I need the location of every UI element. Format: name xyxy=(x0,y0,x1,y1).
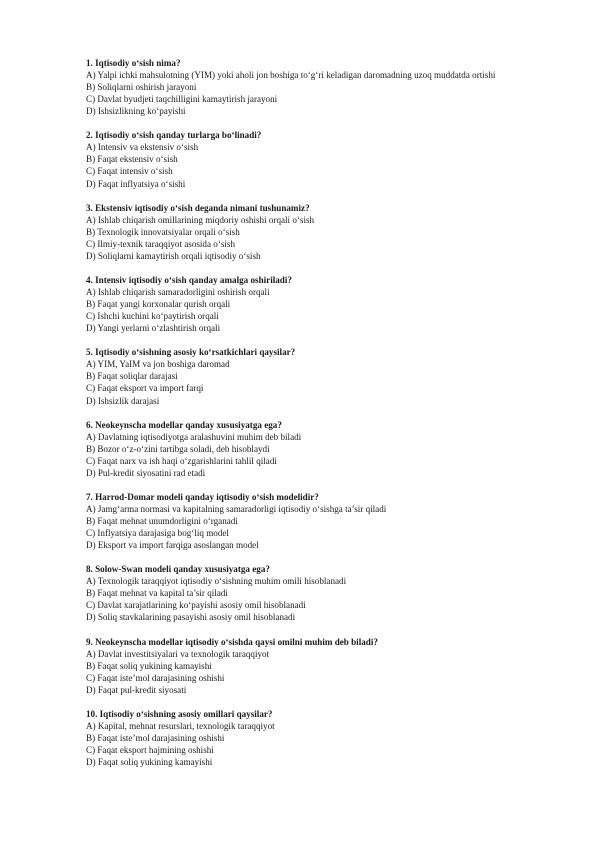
answer-option-b: B) Bozor o‘z-o‘zini tartibga soladi, deb hisoblaydi xyxy=(86,443,270,454)
question-title: 2. Iqtisodiy o‘sish qanday turlarga bo‘linadi? xyxy=(86,130,262,141)
answer-option-d: D) Faqat soliq yukining kamayishi xyxy=(86,757,213,768)
answer-option-d: D) Faqat pul-kredit siyosati xyxy=(86,684,187,695)
question-title: 3. Ekstensiv iqtisodiy o‘sish deganda nimani tushunamiz? xyxy=(86,202,310,213)
answer-option-a: A) Intensiv va ekstensiv o‘sish xyxy=(86,142,199,153)
answer-option-c: C) Davlat xarajatlarining ko‘payishi asosiy omil hisoblanadi xyxy=(86,600,306,611)
answer-option-d: D) Soliqlarni kamaytirish orqali iqtisodiy o‘sish xyxy=(86,250,261,261)
answer-option-a: A) Ishlab chiqarish omillarining miqdoriy oshishi orqali o‘sish xyxy=(86,214,315,225)
answer-option-d: D) Eksport va import farqiga asoslangan model xyxy=(86,540,259,551)
answer-option-c: C) Ilmiy-texnik taraqqiyot asosida o‘sish xyxy=(86,238,236,249)
answer-option-d: D) Pul-kredit siyosatini rad etadi xyxy=(86,467,206,478)
answer-option-a: A) Jamg‘arma normasi va kapitalning samaradorligi iqtisodiy o‘sishga ta’sir qiladi xyxy=(86,504,387,515)
answer-option-c: C) Faqat eksport hajmining oshishi xyxy=(86,745,214,756)
answer-option-b: B) Texnologik innovatsiyalar orqali o‘sish xyxy=(86,226,240,237)
answer-option-b: B) Faqat mehnat unumdorligini o‘rganadi xyxy=(86,516,238,527)
question-title: 8. Solow-Swan modeli qanday xususiyatga ega? xyxy=(86,564,270,575)
answer-option-a: A) Texnologik taraqqiyot iqtisodiy o‘sishning muhim omili hisoblanadi xyxy=(86,576,347,587)
answer-option-c: C) Davlat byudjeti taqchilligini kamaytirish jarayoni xyxy=(86,94,278,105)
question-block xyxy=(86,274,586,334)
question-block xyxy=(86,346,586,406)
answer-option-b: B) Faqat soliq yukining kamayishi xyxy=(86,660,212,671)
question-title: 1. Iqtisodiy o‘sish nima? xyxy=(86,58,181,68)
answer-option-d: D) Ishsizlik darajasi xyxy=(86,395,160,406)
answer-option-a: A) Ishlab chiqarish samaradorligini oshirish orqali xyxy=(86,287,270,298)
answer-option-d: D) Yangi yerlarni o‘zlashtirish orqali xyxy=(86,323,221,334)
answer-option-d: D) Faqat inflyatsiya o‘sishi xyxy=(86,178,186,189)
answer-option-b: B) Faqat mehnat va kapital ta’sir qiladi xyxy=(86,588,228,599)
answer-option-c: C) Faqat eksport va import farqi xyxy=(86,383,204,394)
answer-option-b: B) Faqat ekstensiv o‘sish xyxy=(86,154,178,165)
question-block xyxy=(86,636,586,696)
question-title: 9. Neokeynscha modellar iqtisodiy o‘sishda qaysi omilni muhim deb biladi? xyxy=(86,636,378,647)
answer-option-a: A) YIM, YaIM va jon boshiga daromad xyxy=(86,359,230,370)
question-block xyxy=(86,708,586,768)
answer-option-c: C) Faqat narx va ish haqi o‘zgarishlarini tahlil qiladi xyxy=(86,455,277,466)
question-title: 4. Intensiv iqtisodiy o‘sish qanday amalga oshiriladi? xyxy=(86,274,292,285)
answer-option-a: A) Davlatning iqtisodiyotga aralashuvini muhim deb biladi xyxy=(86,431,302,442)
answer-option-c: C) Faqat iste’mol darajasining oshishi xyxy=(86,672,225,683)
answer-option-d: D) Ishsizlikning ko‘payishi xyxy=(86,106,186,117)
answer-option-d: D) Soliq stavkalarining pasayishi asosiy omil hisoblanadi xyxy=(86,612,296,623)
question-block xyxy=(86,57,586,117)
question-block xyxy=(86,563,586,623)
answer-option-b: B) Faqat yangi korxonalar qurish orqali xyxy=(86,299,231,310)
answer-option-c: C) Ishchi kuchini ko‘paytirish orqali xyxy=(86,311,219,322)
question-title: 5. Iqtisodiy o‘sishning asosiy ko‘rsatkichlari qaysilar? xyxy=(86,347,296,358)
question-title: 10. Iqtisodiy o‘sishning asosiy omillari qaysilar? xyxy=(86,708,273,719)
quiz-document xyxy=(86,57,586,780)
question-block xyxy=(86,202,586,262)
answer-option-b: B) Faqat iste’mol darajasining oshishi xyxy=(86,733,225,744)
answer-option-c: C) Inflyatsiya darajasiga bog‘liq model xyxy=(86,528,229,539)
question-block xyxy=(86,419,586,479)
answer-option-b: B) Faqat soliqlar darajasi xyxy=(86,371,178,382)
answer-option-b: B) Soliqlarni oshirish jarayoni xyxy=(86,82,197,93)
answer-option-c: C) Faqat intensiv o‘sish xyxy=(86,166,173,177)
answer-option-a: A) Yalpi ichki mahsulotning (YIM) yoki aholi jon boshiga to‘g‘ri keladigan daromadning uzoq muddatda ortishi xyxy=(86,70,496,81)
answer-option-a: A) Kapital, mehnat resurslari, texnologik taraqqiyot xyxy=(86,721,275,731)
question-block xyxy=(86,491,586,551)
question-title: 6. Neokeynscha modellar qanday xususiyatga ega? xyxy=(86,419,282,430)
answer-option-a: A) Davlat investitsiyalari va texnologik taraqqiyot xyxy=(86,648,270,659)
question-block xyxy=(86,129,586,189)
question-title: 7. Harrod-Domar modeli qanday iqtisodiy o‘sish modelidir? xyxy=(86,491,319,502)
